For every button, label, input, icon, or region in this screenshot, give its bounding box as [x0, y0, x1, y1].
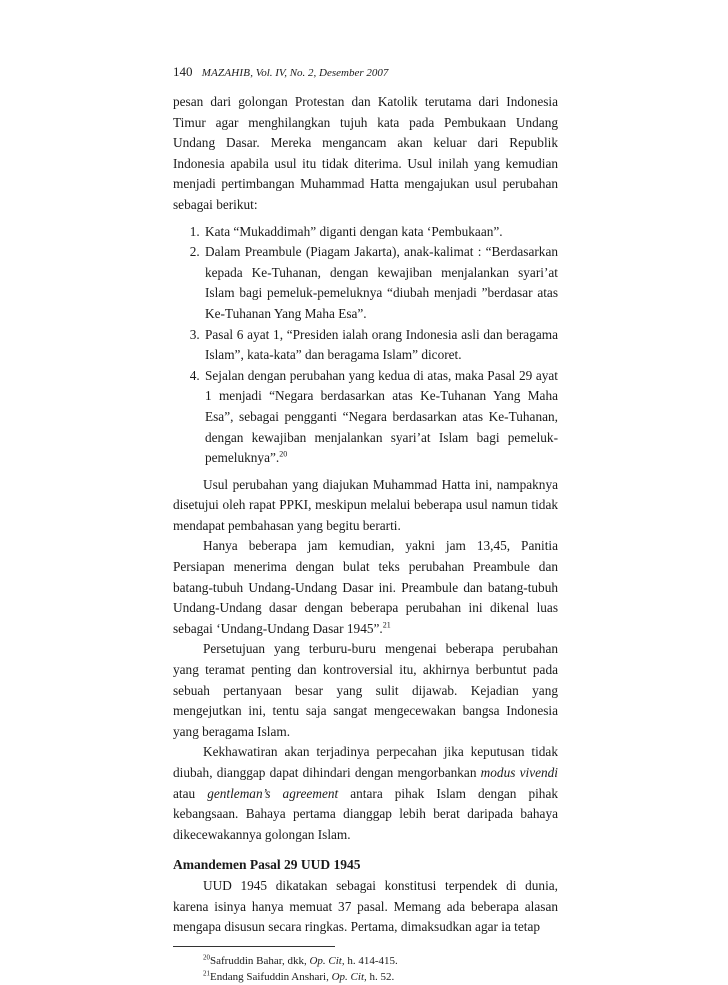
- journal-issue: , Vol. IV, No. 2, Desember 2007: [250, 67, 389, 79]
- body-text: [173, 92, 558, 938]
- section-heading: Amandemen Pasal 29 UUD 1945: [173, 857, 361, 873]
- list-item: 1. Kata “Mukaddimah” diganti dengan kata ‘Pembukaan”.: [203, 222, 558, 243]
- paragraph-persetujuan: Persetujuan yang terburu-buru mengenai beberapa perubahan yang teramat penting dan kontroversial itu, akhirnya berbuntut pada sebuah pertanyaan besar yang sulit dijawab. Kejadian yang mengejutkan ini, tentu saja sangat mengecewakan bangsa Indonesia yang beragama Islam.: [173, 641, 558, 739]
- footnote-ref: 20: [279, 449, 288, 459]
- footnote: $^{20}$Safruddin Bahar, dkk, Op. Cit, h. 414-415.: [203, 953, 398, 967]
- paragraph-kekhawatiran: Kekhawatiran akan terjadinya perpecahan jika keputusan tidak diubah, dianggap dapat dihindari dengan mengorbankan modus vivendi atau gentleman’s agreement antara pihak Islam dengan pihak kebangsaan. Bahaya pertama dianggap lebih berat daripada bahaya dikecewakannya golongan Islam.: [173, 744, 558, 842]
- list-item: 3. Pasal 6 ayat 1, “Presiden ialah orang Indonesia asli dan beragama Islam”, kata-kata” dan beragama Islam” dicoret.: [203, 325, 558, 366]
- footnote-ref: 21: [382, 620, 391, 630]
- journal-name: MAZAHIB: [201, 67, 251, 79]
- paragraph-uud: UUD 1945 dikatakan sebagai konstitusi terpendek di dunia, karena isinya hanya memuat 37 pasal. Memang ada beberapa alasan mengapa disusun secara ringkas. Pertama, dimaksudkan agar ia tetap: [173, 877, 558, 935]
- paragraph-hatta: Usul perubahan yang diajukan Muhammad Hatta ini, nampaknya disetujui oleh rapat PPKI, meskipun melalui beberapa usul namun tidak mendapat pembahasan yang begitu berarti.: [173, 476, 558, 533]
- page: [173, 62, 558, 985]
- intro-paragraph: pesan dari golongan Protestan dan Katolik terutama dari Indonesia Timur agar menghilangkan tujuh kata pada Pembukaan Undang Undang Dasar. Mereka mengancam akan keluar dari Republik Indonesia apabila usul itu tidak diterima. Usul inilah yang kemudian menjadi pertimbangan Muhammad Hatta mengajukan usul perubahan sebagai berikut:: [173, 94, 558, 212]
- list-item: 4. Sejalan dengan perubahan yang kedua di atas, maka Pasal 29 ayat 1 menjadi “Negara berdasarkan atas Ke-Tuhanan Yang Maha Esa”, sebagai pengganti “Negara berdasarkan atas Ke-Tuhanan, dengan kewajiban menjalankan syari’at Islam bagi pemeluk-pemeluknya”.$^{20}$: [203, 366, 558, 469]
- page-number: 140: [173, 64, 193, 79]
- amendment-list: [173, 222, 558, 469]
- running-header: [173, 62, 558, 82]
- list-item: 2. Dalam Preambule (Piagam Jakarta), anak-kalimat : “Berdasarkan kepada Ke-Tuhanan, dengan kewajiban menjalankan syari’at Islam bagi pemeluk-pemeluknya “diubah menjadi ”berdasar atas Ke-Tuhanan Yang Maha Esa”.: [203, 242, 558, 324]
- paragraph-ppki: Hanya beberapa jam kemudian, yakni jam 13,45, Panitia Persiapan menerima dengan bulat teks perubahan Preambule dan batang-tubuh Undang-Undang Dasar ini. Preambule dan batang-tubuh Undang-Undang dasar dengan beberapa perubahan ini dikenal luas sebagai ‘Undang-Undang Dasar 1945”.$^{21}$: [173, 538, 558, 636]
- footnote: $^{21}$Endang Saifuddin Anshari, Op. Cit, h. 52.: [203, 969, 395, 983]
